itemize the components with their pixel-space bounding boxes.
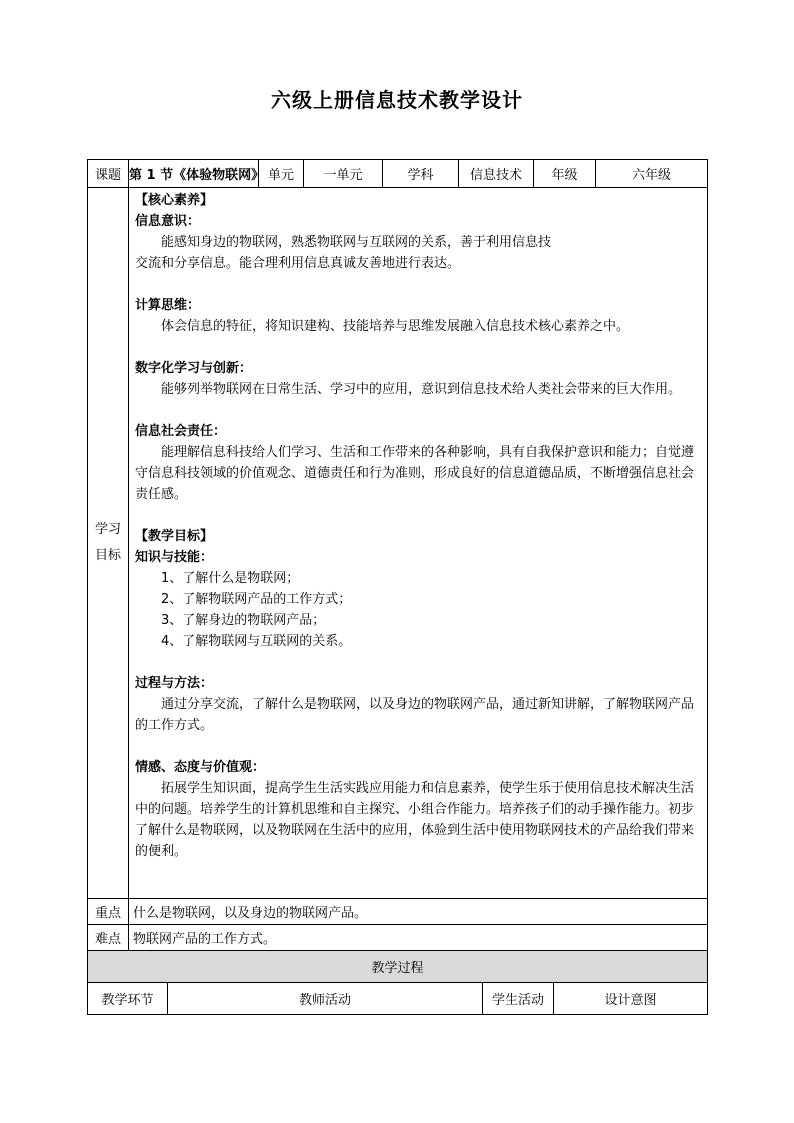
difficulty-label: 难点 xyxy=(88,925,129,951)
column-student: 学生活动 xyxy=(483,983,554,1015)
difficulty-row xyxy=(88,925,708,951)
info-awareness-line2: 交流和分享信息。能合理利用信息真诚友善地进行表达。 xyxy=(135,256,461,271)
digital-title: 数字化学习与创新： xyxy=(135,361,253,376)
grade-label: 年级 xyxy=(534,160,596,188)
teaching-goals-heading: 【教学目标】 xyxy=(135,529,214,544)
subject-label: 学科 xyxy=(383,160,459,188)
info-awareness-line1: 能感知身边的物联网，熟悉物联网与互联网的关系，善于利用信息技 xyxy=(161,235,552,250)
key-point-row xyxy=(88,899,708,925)
goals-label-line1: 学习 xyxy=(94,522,121,537)
unit-label: 单元 xyxy=(259,160,304,188)
knowledge-item: 1、了解什么是物联网； xyxy=(161,571,300,586)
computational-title: 计算思维： xyxy=(135,298,201,313)
key-point-text: 什么是物联网，以及身边的物联网产品。 xyxy=(129,899,708,925)
knowledge-item: 4、了解物联网与互联网的关系。 xyxy=(161,634,352,649)
column-intent: 设计意图 xyxy=(554,983,708,1015)
goals-content xyxy=(129,188,708,899)
responsibility-text: 能理解信息科技给人们学习、生活和工作带来的各种影响，具有自我保护意识和能力；自觉遵守信息科技领域的价值观念、道德责任和行为准则，形成良好的信息道德品质，不断增强信息社会责任感。 xyxy=(135,445,695,502)
goals-label xyxy=(88,188,129,899)
grade-value: 六年级 xyxy=(596,160,708,188)
computational-text: 体会信息的特征，将知识建构、技能培养与思维发展融入信息技术核心素养之中。 xyxy=(161,319,630,334)
process-method-text: 通过分享交流，了解什么是物联网，以及身边的物联网产品，通过新知讲解，了解物联网产品的工作方式。 xyxy=(135,697,695,733)
topic-label: 课题 xyxy=(88,160,129,188)
difficulty-text: 物联网产品的工作方式。 xyxy=(129,925,708,951)
core-competency-heading: 【核心素养】 xyxy=(135,193,214,208)
goals-label-line2: 目标 xyxy=(94,548,121,563)
document-title: 六级上册信息技术教学设计 xyxy=(271,88,523,112)
unit-value: 一单元 xyxy=(304,160,383,188)
column-stage: 教学环节 xyxy=(88,983,168,1015)
digital-text: 能够列举物联网在日常生活、学习中的应用，意识到信息技术给人类社会带来的巨大作用。 xyxy=(161,382,682,397)
lesson-plan-table xyxy=(87,159,708,1015)
responsibility-title: 信息社会责任： xyxy=(135,424,227,439)
knowledge-title: 知识与技能： xyxy=(135,550,214,565)
key-point-label: 重点 xyxy=(88,899,129,925)
process-method-title: 过程与方法： xyxy=(135,676,214,691)
column-teacher: 教师活动 xyxy=(168,983,483,1015)
emotion-text: 拓展学生知识面，提高学生生活实践应用能力和信息素养，使学生乐于使用信息技术解决生活中的问题。培养学生的计算机思维和自主探究、小组合作能力。培养孩子们的动手操作能力。初步了解什么是物联网，以及物联网在生活中的应用，体验到生活中使用物联网技术的产品给我们带来的便利。 xyxy=(135,781,695,859)
topic-value: 第 1 节《体验物联网》 xyxy=(129,160,259,188)
column-header-row xyxy=(88,983,708,1015)
goals-row xyxy=(88,188,708,899)
emotion-title: 情感、态度与价值观： xyxy=(135,760,266,775)
knowledge-item: 3、了解身边的物联网产品； xyxy=(161,613,326,628)
subject-value: 信息技术 xyxy=(459,160,534,188)
header-row xyxy=(88,160,708,188)
process-header-row xyxy=(88,951,708,983)
process-header: 教学过程 xyxy=(88,951,708,983)
info-awareness-title: 信息意识： xyxy=(135,214,201,229)
knowledge-item: 2、了解物联网产品的工作方式； xyxy=(161,592,352,607)
